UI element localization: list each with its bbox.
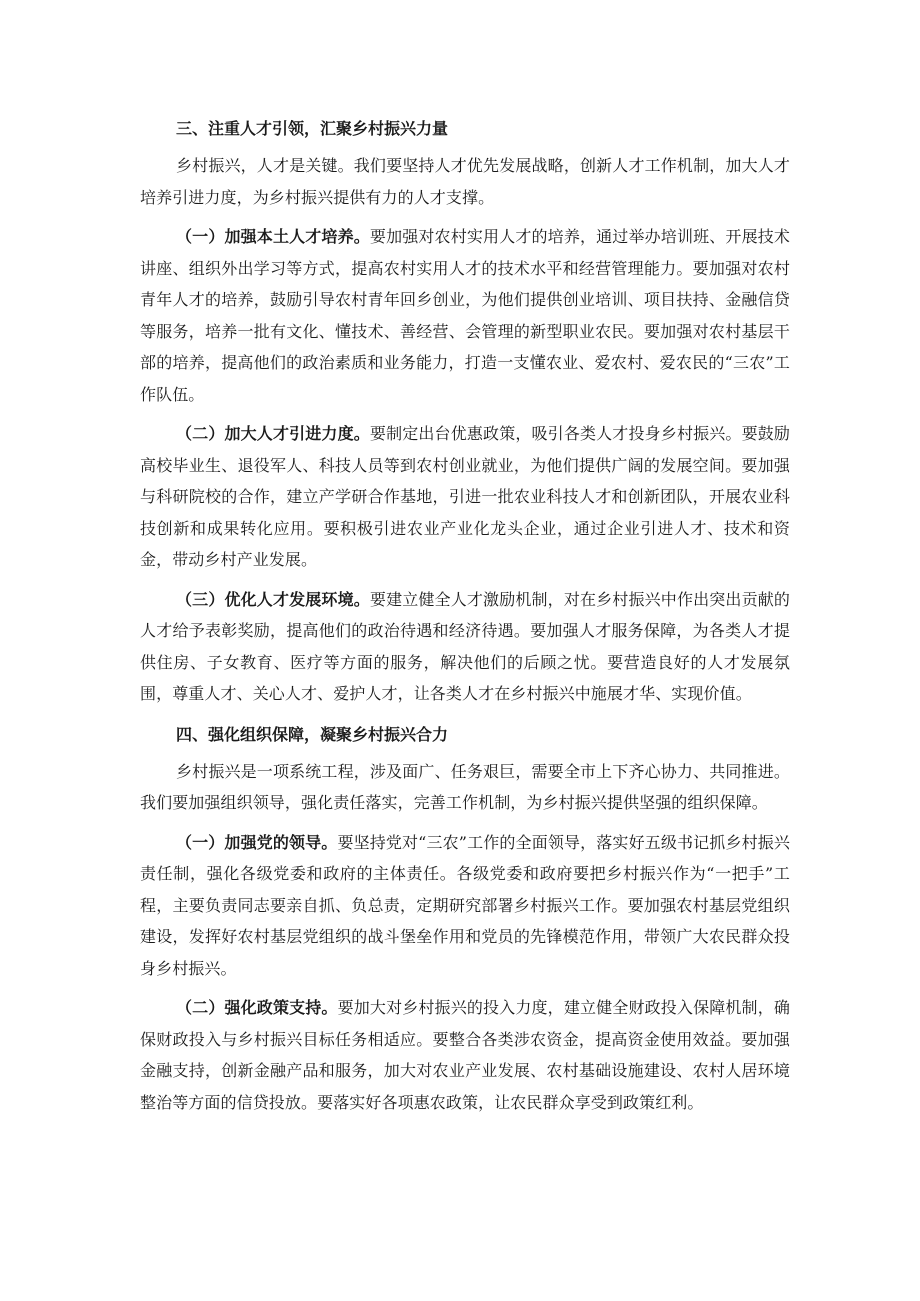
subsection-lead: （一）加强党的领导。: [176, 832, 338, 852]
subsection-lead: （一）加强本土人才培养。: [176, 227, 370, 246]
subsection-paragraph: [140, 827, 790, 985]
section-intro-paragraph: 乡村振兴，人才是关键。我们要坚持人才优先发展战略，创新人才工作机制，加大人才培养引进力度，为乡村振兴提供有力的人才支撑。: [140, 156, 790, 207]
subsection-body: 要坚持党对“三农”工作的全面领导，落实好五级书记抓乡村振兴责任制，强化各级党委和政府的主体责任。各级党委和政府要把乡村振兴作为“一把手”工程，主要负责同志要亲自抓、负总责，定期研究部署乡村振兴工作。要加强农村基层党组织建设，发挥好农村基层党组织的战斗堡垒作用和党员的先锋模范作用，带领广大农民群众投身乡村振兴。: [140, 832, 790, 978]
document-body: [140, 112, 790, 1126]
subsection-paragraph: [140, 221, 790, 410]
subsection-lead: （三）优化人才发展环境。: [176, 589, 370, 609]
section-heading: 四、强化组织保障，凝聚乡村振兴合力: [176, 724, 449, 744]
subsection-lead: （二）加大人才引进力度。: [176, 424, 370, 443]
section-intro-paragraph: 乡村振兴是一项系统工程，涉及面广、任务艰巨，需要全市上下齐心协力、共同推进。我们要加强组织领导，强化责任落实，完善工作机制，为乡村振兴提供坚强的组织保障。: [140, 761, 790, 812]
subsection-paragraph: [140, 418, 790, 576]
subsection-body: 要加强对农村实用人才的培养，通过举办培训班、开展技术讲座、组织外出学习等方式，提高农村实用人才的技术水平和经营管理能力。要加强对农村青年人才的培养，鼓励引导农村青年回乡创业，为他们提供创业培训、项目扶持、金融信贷等服务，培养一批有文化、懂技术、善经营、会管理的新型职业农民。要加强对农村基层干部的培养，提高他们的政治素质和业务能力，打造一支懂农业、爱农村、爱农民的“三农”工作队伍。: [140, 227, 791, 404]
subsection-lead: （二）强化政策支持。: [176, 998, 338, 1017]
subsection-paragraph: [140, 584, 790, 710]
subsection-paragraph: [140, 992, 790, 1118]
subsection-body: 要加大对乡村振兴的投入力度，建立健全财政投入保障机制，确保财政投入与乡村振兴目标任务相适应。要整合各类涉农资金，提高资金使用效益。要加强金融支持，创新金融产品和服务，加大对农业产业发展、农村基础设施建设、农村人居环境整治等方面的信贷投放。要落实好各项惠农政策，让农民群众享受到政策红利。: [140, 998, 790, 1112]
subsection-body: 要制定出台优惠政策，吸引各类人才投身乡村振兴。要鼓励高校毕业生、退役军人、科技人员等到农村创业就业，为他们提供广阔的发展空间。要加强与科研院校的合作，建立产学研合作基地，引进一批农业科技人才和创新团队，开展农业科技创新和成果转化应用。要积极引进农业产业化龙头企业，通过企业引进人才、技术和资金，带动乡村产业发展。: [140, 424, 791, 569]
section-heading: 三、注重人才引领，汇聚乡村振兴力量: [176, 119, 449, 138]
subsection-body: 要建立健全人才激励机制，对在乡村振兴中作出突出贡献的人才给予表彰奖励，提高他们的政治待遇和经济待遇。要加强人才服务保障，为各类人才提供住房、子女教育、医疗等方面的服务，解决他们的后顾之忧。要营造良好的人才发展氛围，尊重人才、关心人才、爱护人才，让各类人才在乡村振兴中施展才华、实现价值。: [140, 589, 791, 703]
